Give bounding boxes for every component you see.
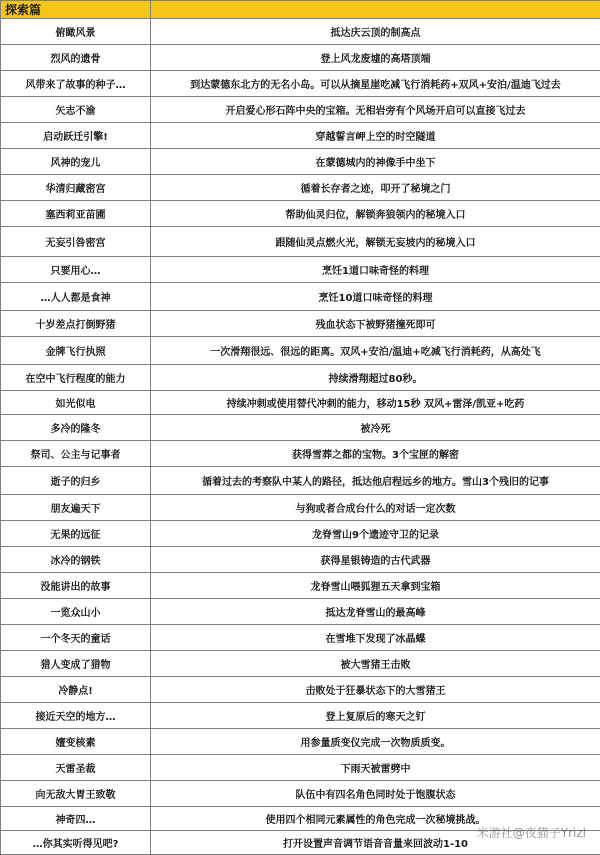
achievement-condition: 在雪堆下发现了冰晶蝶 xyxy=(151,625,600,651)
achievement-condition: 到达蒙德东北方的无名小岛。可以从摘星崖吃减飞行消耗药+双风+安泊/温迪飞过去 xyxy=(151,71,600,97)
achievement-condition: 使用四个相同元素属性的角色完成一次秘境挑战。 xyxy=(151,807,600,831)
table-row xyxy=(1,175,600,201)
achievement-condition: 循着过去的考察队中某人的路径，抵达他启程远乡的地方。雪山3个残旧的记事 xyxy=(151,467,600,495)
achievement-name: 在空中飞行程度的能力 xyxy=(1,365,151,391)
table-row xyxy=(1,467,600,495)
achievement-name: 风神的宠儿 xyxy=(1,149,151,175)
achievement-condition: 烹饪1道口味奇怪的料理 xyxy=(151,257,600,283)
achievement-name: 冷静点! xyxy=(1,677,151,703)
achievement-condition: 与狗或者合成台什么的对话一定次数 xyxy=(151,495,600,521)
table-row xyxy=(1,547,600,573)
header-row xyxy=(1,1,600,19)
achievement-name: 祭司、公主与记事者 xyxy=(1,441,151,467)
table-row xyxy=(1,391,600,415)
table-row xyxy=(1,19,600,45)
table-row xyxy=(1,337,600,365)
achievement-name: 俯瞰风景 xyxy=(1,19,151,45)
achievement-name: 接近天空的地方… xyxy=(1,703,151,729)
header-blank xyxy=(151,1,600,19)
achievement-condition: 龙脊雪山9个遗迹守卫的记录 xyxy=(151,521,600,547)
watermark: 米游社@夜猫子Yrizl xyxy=(477,824,586,841)
achievement-condition: 龙脊雪山喂狐狸五天拿到宝箱 xyxy=(151,573,600,599)
achievement-name: 无妄引咎密宫 xyxy=(1,227,151,257)
table-row xyxy=(1,703,600,729)
achievement-condition: 在蒙德城内的神像手中坐下 xyxy=(151,149,600,175)
achievement-name: 启动跃迁引擎! xyxy=(1,123,151,149)
achievement-name: 一个冬天的童话 xyxy=(1,625,151,651)
achievement-condition: 打开设置声音调节语音音量来回波动1-10 xyxy=(151,831,600,855)
achievement-condition: 开启爱心形石阵中央的宝箱。无相岩旁有个风场开启可以直接飞过去 xyxy=(151,97,600,123)
achievement-condition: 击败处于狂暴状态下的大雪猪王 xyxy=(151,677,600,703)
achievement-name: 如光似电 xyxy=(1,391,151,415)
achievement-condition: 用参量质变仪完成一次物质质变。 xyxy=(151,729,600,755)
achievement-condition: 帮助仙灵归位，解锁奔狼领内的秘境入口 xyxy=(151,201,600,227)
table-row xyxy=(1,781,600,807)
achievement-name: 矢志不渝 xyxy=(1,97,151,123)
achievement-condition: 残血状态下被野猪撞死即可 xyxy=(151,311,600,337)
achievement-name: …人人都是食神 xyxy=(1,283,151,311)
table-row xyxy=(1,651,600,677)
achievement-condition: 抵达龙脊雪山的最高峰 xyxy=(151,599,600,625)
table-row xyxy=(1,227,600,257)
achievement-condition: 登上复原后的寒天之钉 xyxy=(151,703,600,729)
achievement-name: 烈风的遗骨 xyxy=(1,45,151,71)
achievement-name: 多冷的隆冬 xyxy=(1,415,151,441)
achievement-condition: 队伍中有四名角色同时处于饱腹状态 xyxy=(151,781,600,807)
table-row xyxy=(1,71,600,97)
achievement-condition: 跟随仙灵点燃火光，解锁无妄坡内的秘境入口 xyxy=(151,227,600,257)
achievement-name: 金牌飞行执照 xyxy=(1,337,151,365)
table-row xyxy=(1,625,600,651)
achievement-name: 一览众山小 xyxy=(1,599,151,625)
achievement-condition: 抵达庆云顶的制高点 xyxy=(151,19,600,45)
achievement-name: 朋友遍天下 xyxy=(1,495,151,521)
achievement-name: 逝子的归乡 xyxy=(1,467,151,495)
table-row xyxy=(1,573,600,599)
table-row xyxy=(1,45,600,71)
achievement-condition: 烹饪10道口味奇怪的料理 xyxy=(151,283,600,311)
achievement-name: 嬗变核素 xyxy=(1,729,151,755)
achievement-name: 冰冷的钢铁 xyxy=(1,547,151,573)
table-row xyxy=(1,755,600,781)
table-row xyxy=(1,283,600,311)
achievement-name: 向无敌大胃王致敬 xyxy=(1,781,151,807)
achievement-condition: 登上风龙废墟的高塔顶端 xyxy=(151,45,600,71)
table-row xyxy=(1,677,600,703)
achievement-condition: 获得星银铸造的古代武器 xyxy=(151,547,600,573)
table-row xyxy=(1,729,600,755)
achievement-name: 塞西莉亚苗圃 xyxy=(1,201,151,227)
achievement-name: 只要用心… xyxy=(1,257,151,283)
achievement-name: 风带来了故事的种子… xyxy=(1,71,151,97)
achievement-condition: 循着长存者之迹，叩开了秘境之门 xyxy=(151,175,600,201)
achievement-condition: 一次滑翔很远、很远的距离。双风+安泊/温迪+吃减飞行消耗药，从高处飞 xyxy=(151,337,600,365)
achievement-name: 没能讲出的故事 xyxy=(1,573,151,599)
achievement-name: 神奇四… xyxy=(1,807,151,831)
table-row xyxy=(1,365,600,391)
achievement-condition: 被冷死 xyxy=(151,415,600,441)
table-row xyxy=(1,311,600,337)
table-row xyxy=(1,97,600,123)
achievement-name: 无果的远征 xyxy=(1,521,151,547)
table-row xyxy=(1,149,600,175)
achievement-condition: 下雨天被雷劈中 xyxy=(151,755,600,781)
achievement-name: …你其实听得见吧? xyxy=(1,831,151,855)
table-row xyxy=(1,123,600,149)
table-row xyxy=(1,599,600,625)
achievement-condition: 穿越誓言岬上空的时空隧道 xyxy=(151,123,600,149)
table-row xyxy=(1,521,600,547)
achievement-name: 华清归藏密宫 xyxy=(1,175,151,201)
section-title: 探索篇 xyxy=(1,1,151,19)
table-row xyxy=(1,415,600,441)
achievement-name: 猎人变成了猎物 xyxy=(1,651,151,677)
achievement-condition: 被大雪猪王击败 xyxy=(151,651,600,677)
achievement-condition: 获得雪葬之都的宝物。3个宝匣的解密 xyxy=(151,441,600,467)
achievement-name: 十岁差点打倒野猪 xyxy=(1,311,151,337)
table-row xyxy=(1,441,600,467)
achievement-name: 天雷圣裁 xyxy=(1,755,151,781)
table-row xyxy=(1,257,600,283)
achievement-condition: 持续冲刺或使用替代冲刺的能力，移动15秒 双风+雷泽/凯亚+吃药 xyxy=(151,391,600,415)
achievement-condition: 持续滑翔超过80秒。 xyxy=(151,365,600,391)
table-row xyxy=(1,201,600,227)
table-row xyxy=(1,495,600,521)
